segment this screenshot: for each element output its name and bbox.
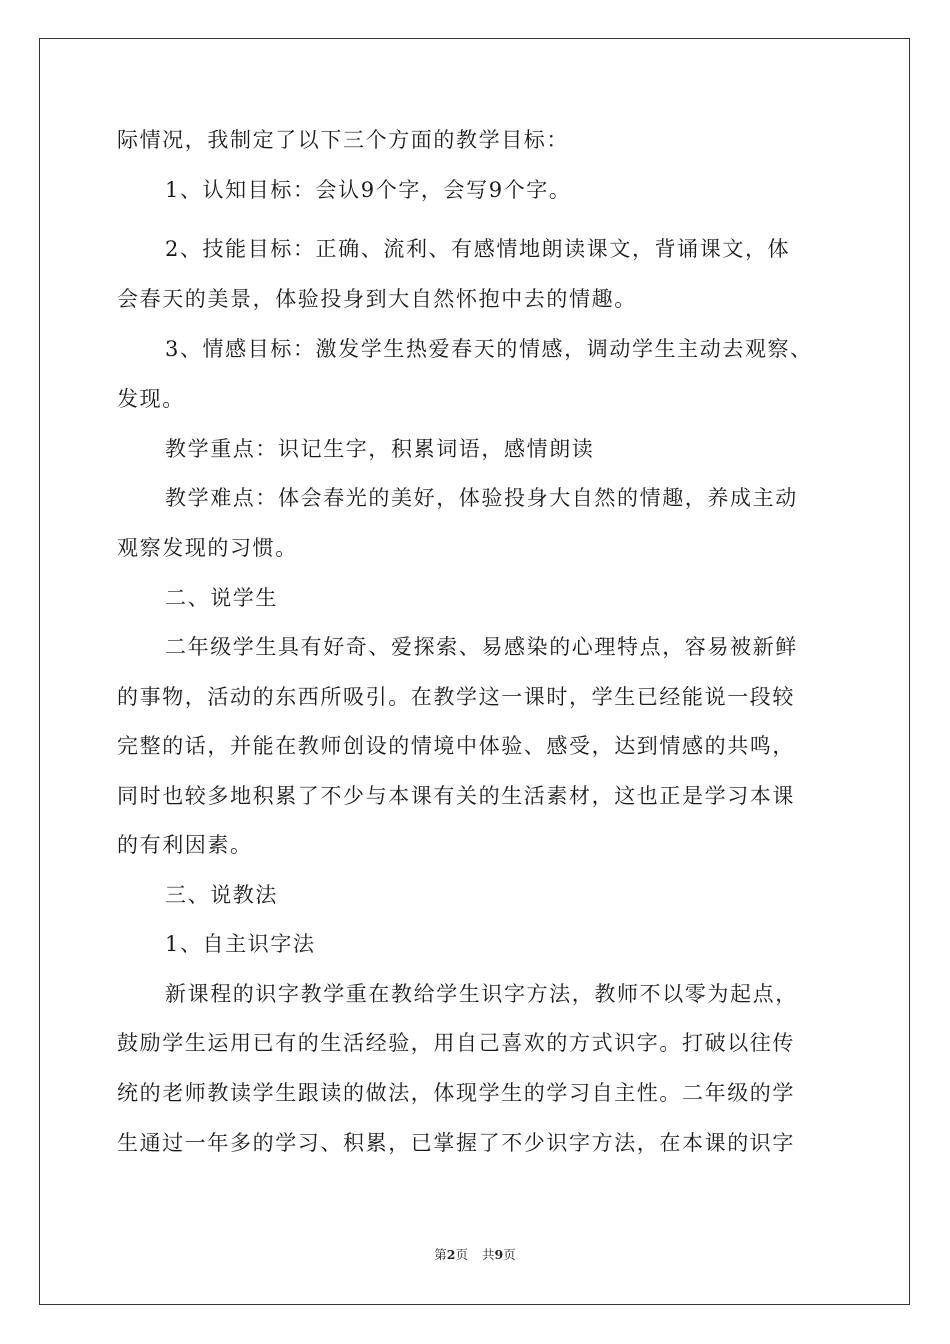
footer-page-suffix: 页 bbox=[455, 1247, 468, 1262]
paragraph-line: 完整的话，并能在教师创设的情境中体验、感受，达到情感的共鸣， bbox=[117, 734, 795, 758]
paragraph-line: 的事物，活动的东西所吸引。在教学这一课时，学生已经能说一段较 bbox=[117, 685, 795, 709]
paragraph-line: 会春天的美景，体验投身到大自然怀抱中去的情趣。 bbox=[117, 287, 637, 311]
paragraph-line: 的有利因素。 bbox=[117, 833, 253, 857]
paragraph-line: 同时也较多地积累了不少与本课有关的生活素材，这也正是学习本课 bbox=[117, 784, 795, 808]
section-heading: 二、说学生 bbox=[165, 586, 278, 610]
footer-page-prefix: 第 bbox=[434, 1247, 447, 1262]
paragraph-line: 际情况，我制定了以下三个方面的教学目标： bbox=[117, 128, 569, 152]
paragraph-line: 新课程的识字教学重在教给学生识字方法，教师不以零为起点， bbox=[165, 982, 798, 1006]
footer-page-number: 2 bbox=[446, 1247, 456, 1262]
footer-total-prefix: 共 bbox=[482, 1247, 495, 1262]
paragraph-line: 二年级学生具有好奇、爱探索、易感染的心理特点，容易被新鲜 bbox=[165, 635, 798, 659]
subsection-heading: 1、自主识字法 bbox=[165, 932, 316, 956]
footer-total-suffix: 页 bbox=[503, 1247, 516, 1262]
paragraph-line: 发现。 bbox=[117, 387, 185, 411]
paragraph-line: 教学难点：体会春光的美好，体验投身大自然的情趣，养成主动 bbox=[165, 486, 798, 510]
paragraph-line: 生通过一年多的学习、积累，已掌握了不少识字方法，在本课的识字 bbox=[117, 1131, 795, 1155]
page-border bbox=[39, 38, 910, 1305]
paragraph-line: 教学重点：识记生字，积累词语，感情朗读 bbox=[165, 437, 595, 461]
paragraph-line: 观察发现的习惯。 bbox=[117, 536, 298, 560]
paragraph-line: 1、认知目标：会认9个字，会写9个字。 bbox=[165, 178, 572, 202]
paragraph-line: 2、技能目标：正确、流利、有感情地朗读课文，背诵课文，体 bbox=[165, 237, 791, 261]
section-heading: 三、说教法 bbox=[165, 883, 278, 907]
page-footer bbox=[0, 1245, 950, 1263]
footer-total-pages: 9 bbox=[494, 1247, 504, 1262]
paragraph-line: 3、情感目标：激发学生热爱春天的情感，调动学生主动去观察、 bbox=[165, 337, 813, 361]
paragraph-line: 统的老师教读学生跟读的做法，体现学生的学习自主性。二年级的学 bbox=[117, 1081, 795, 1105]
paragraph-line: 鼓励学生运用已有的生活经验，用自己喜欢的方式识字。打破以往传 bbox=[117, 1031, 795, 1055]
